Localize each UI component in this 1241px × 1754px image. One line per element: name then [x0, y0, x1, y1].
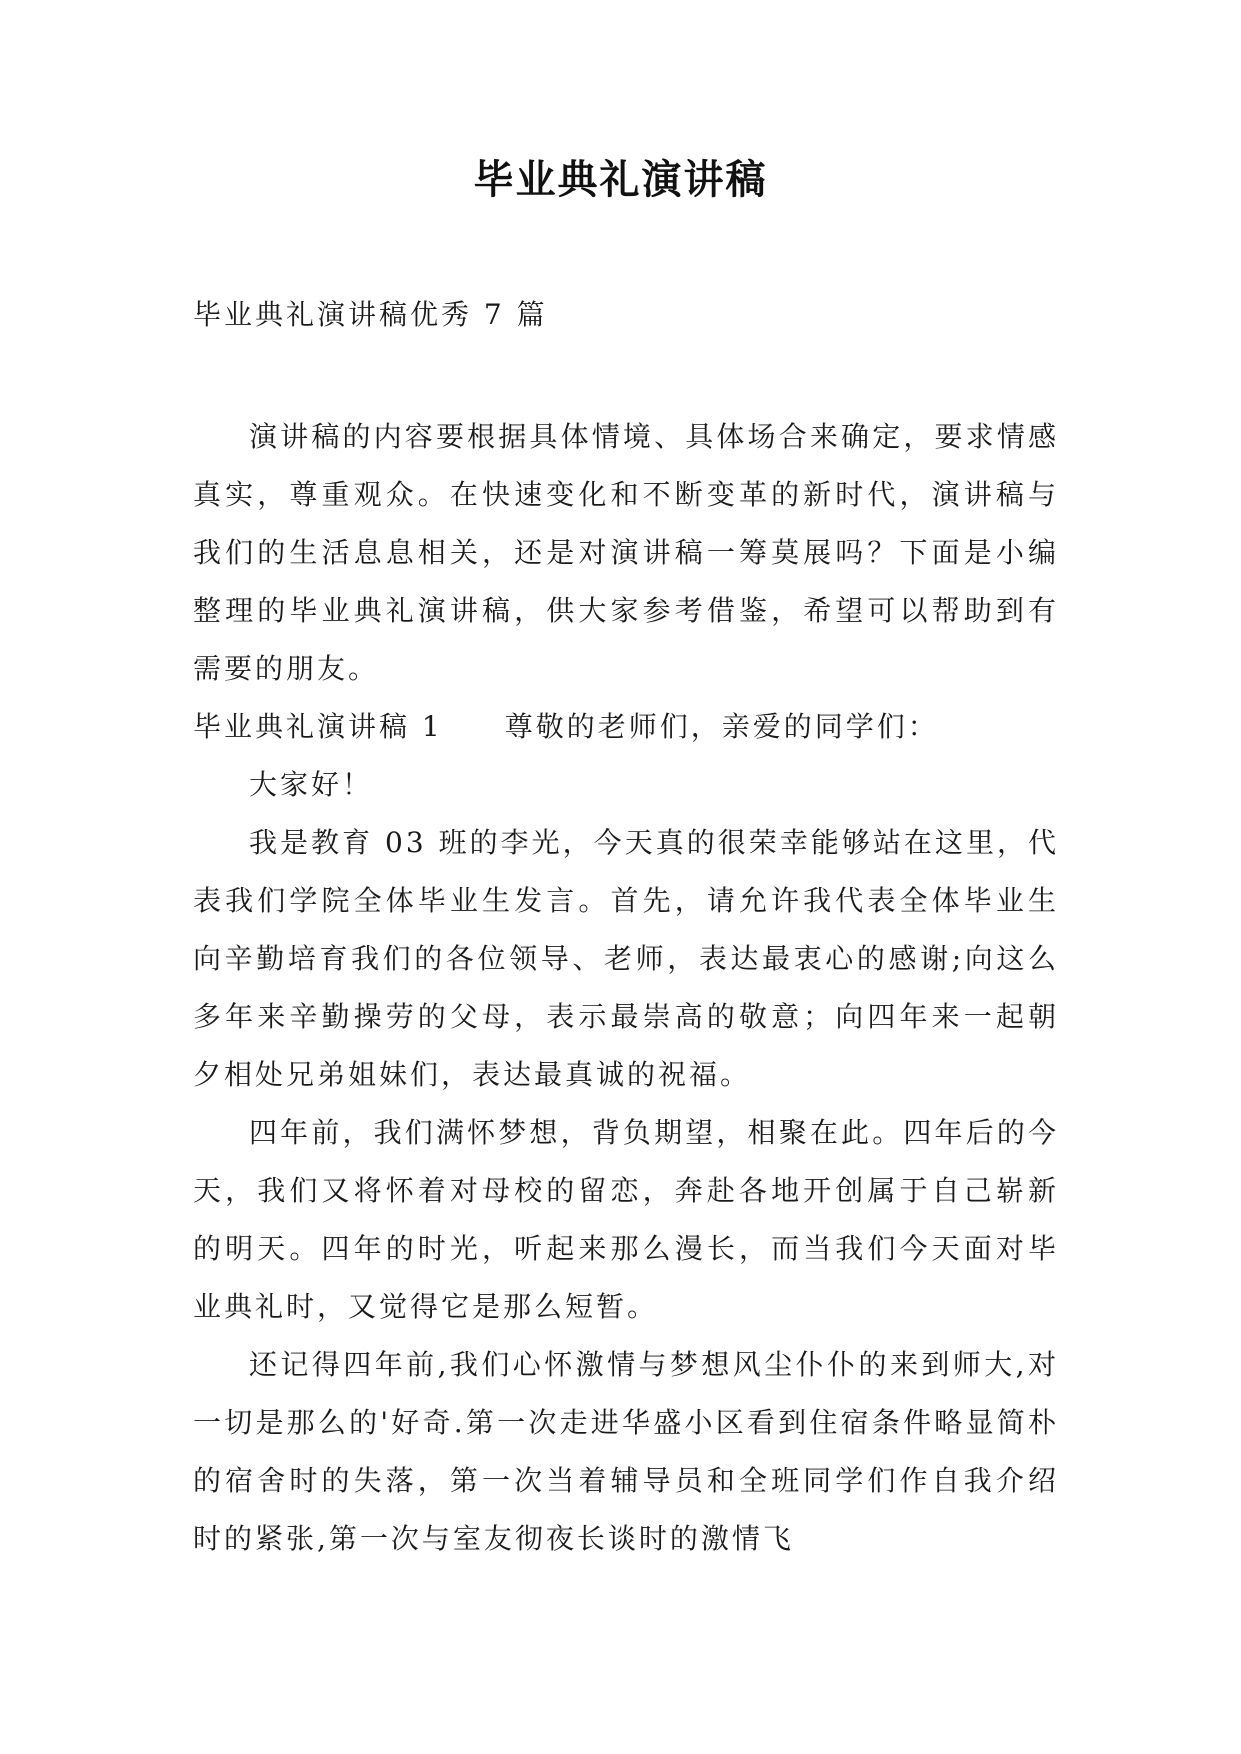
salutation: 尊敬的老师们，亲爱的同学们： — [504, 710, 939, 743]
document-subtitle: 毕业典礼演讲稿优秀 7 篇 — [193, 298, 548, 331]
greeting: 大家好！ — [249, 768, 374, 801]
document-body — [193, 408, 1059, 1568]
body-paragraph: 四年前，我们满怀梦想，背负期望，相聚在此。四年后的今天，我们又将怀着对母校的留恋，奔赴各地开创属于自己崭新的明天。四年的时光，听起来那么漫长，而当我们今天面对毕业典礼时，又觉得它是那么短暂。 — [193, 1116, 1059, 1323]
document-title: 毕业典礼演讲稿 — [473, 157, 768, 203]
body-paragraph: 还记得四年前,我们心怀激情与梦想风尘仆仆的来到师大,对一切是那么的'好奇.第一次走进华盛小区看到住宿条件略显简朴的宿舍时的失落，第一次当着辅导员和全班同学们作自我介绍时的紧张,第一次与室友彻夜长谈时的激情飞 — [193, 1348, 1059, 1555]
intro-paragraph: 演讲稿的内容要根据具体情境、具体场合来确定，要求情感真实，尊重观众。在快速变化和不断变革的新时代，演讲稿与我们的生活息息相关，还是对演讲稿一筹莫展吗？下面是小编整理的毕业典礼演讲稿，供大家参考借鉴，希望可以帮助到有需要的朋友。 — [193, 420, 1059, 685]
body-paragraph: 我是教育 03 班的李光，今天真的很荣幸能够站在这里，代表我们学院全体毕业生发言。首先，请允许我代表全体毕业生向辛勤培育我们的各位领导、老师，表达最衷心的感谢;向这么多年来辛勤操劳的父母，表示最崇高的敬意；向四年来一起朝夕相处兄弟姐妹们，表达最真诚的祝福。 — [193, 826, 1059, 1091]
section-1-heading: 毕业典礼演讲稿 1 — [193, 710, 443, 743]
section-heading-line — [193, 698, 1059, 756]
